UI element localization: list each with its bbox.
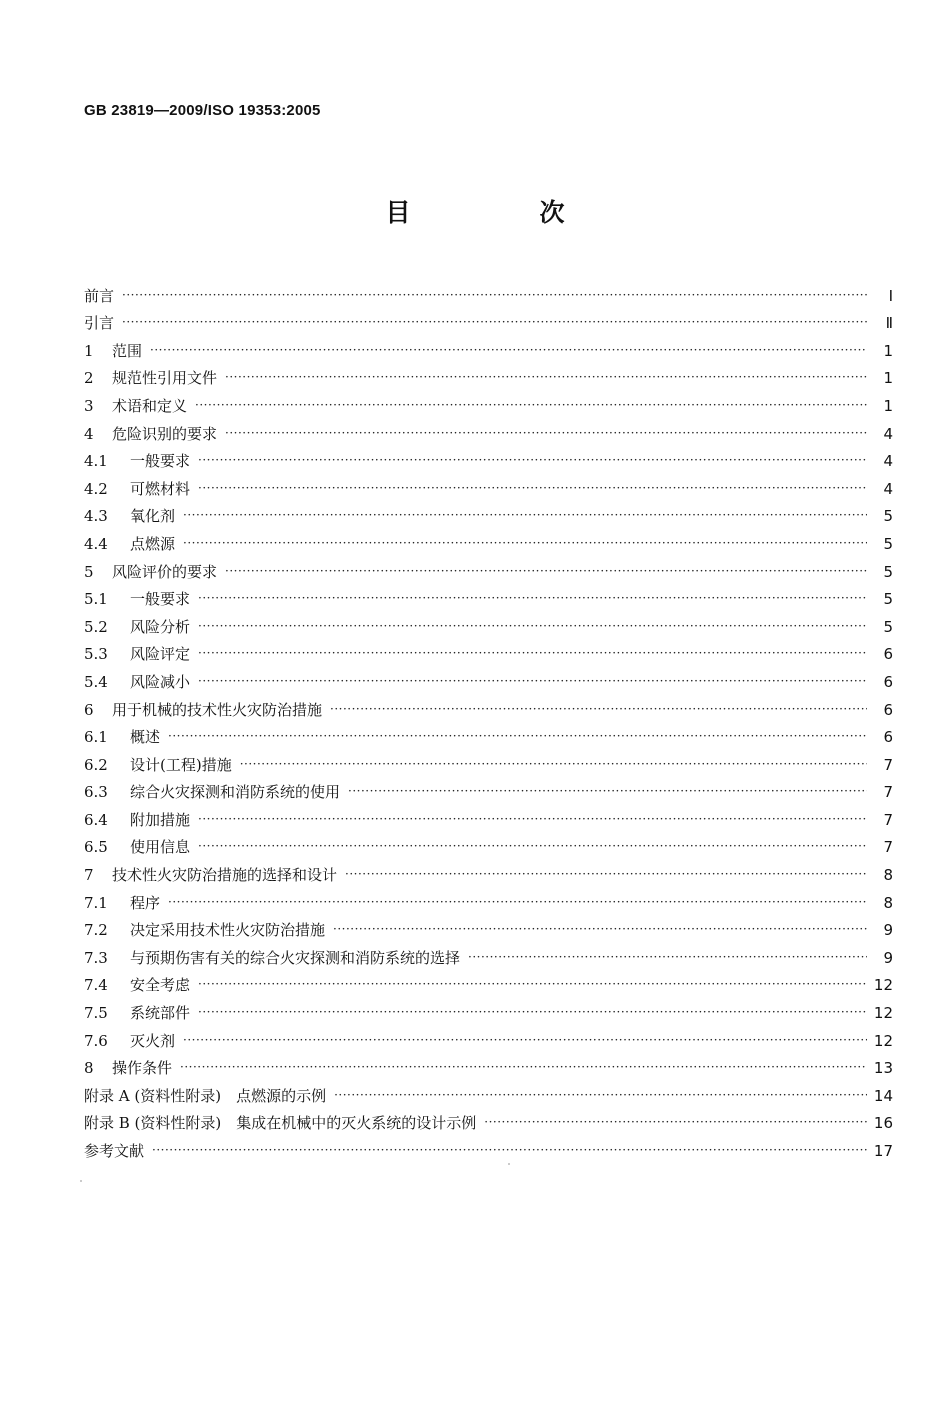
toc-entry-number: 6.3 bbox=[84, 783, 108, 802]
toc-entry-title: 使用信息 bbox=[130, 838, 191, 857]
toc-entry-page: 6 bbox=[883, 728, 893, 747]
toc-entry-title: 风险减小 bbox=[130, 672, 191, 691]
toc-entry[interactable] bbox=[84, 720, 893, 748]
dot-leader bbox=[198, 1003, 867, 1023]
toc-entry[interactable] bbox=[84, 609, 893, 637]
dot-leader bbox=[122, 286, 867, 306]
toc-entry-title: 点燃源 bbox=[130, 534, 176, 553]
toc-entry[interactable] bbox=[84, 637, 893, 665]
toc-entry[interactable] bbox=[84, 940, 893, 968]
toc-entry[interactable] bbox=[84, 664, 893, 692]
toc-entry-number: 5.2 bbox=[84, 617, 108, 636]
scan-speck bbox=[80, 1180, 82, 1182]
toc-entry-title: 规范性引用文件 bbox=[112, 369, 218, 388]
toc-entry-title: 氧化剂 bbox=[130, 507, 176, 526]
dot-leader bbox=[198, 672, 867, 692]
toc-entry[interactable] bbox=[84, 968, 893, 996]
toc-entry-title: 参考文献 bbox=[84, 1142, 145, 1160]
toc-entry-page: 4 bbox=[883, 424, 893, 443]
dot-leader bbox=[183, 534, 867, 554]
toc-entry-title: 用于机械的技术性火灾防治措施 bbox=[112, 700, 323, 719]
dot-leader bbox=[122, 313, 867, 333]
toc-entry-page: 7 bbox=[883, 810, 893, 829]
dot-leader bbox=[198, 975, 867, 995]
toc-entry-page: 4 bbox=[883, 479, 893, 498]
toc-entry-page: 6 bbox=[883, 645, 893, 664]
dot-leader bbox=[183, 506, 867, 526]
toc-entry[interactable] bbox=[84, 306, 893, 334]
toc-entry-title: 风险评定 bbox=[130, 645, 191, 664]
toc-entry-title: 设计(工程)措施 bbox=[130, 755, 232, 774]
toc-entry-number: 4.3 bbox=[84, 507, 108, 526]
toc-entry-title: 可燃材料 bbox=[130, 479, 191, 498]
toc-entry-title: 程序 bbox=[130, 893, 161, 912]
toc-entry-page: 1 bbox=[883, 369, 893, 388]
toc-entry-page: Ⅱ bbox=[885, 314, 893, 333]
dot-leader bbox=[198, 479, 867, 499]
toc-entry[interactable] bbox=[84, 692, 893, 720]
toc-entry[interactable] bbox=[84, 471, 893, 499]
dot-leader bbox=[333, 920, 867, 940]
toc-entry-number: 6.2 bbox=[84, 755, 108, 774]
toc-entry[interactable] bbox=[84, 582, 893, 610]
toc-entry-page: 5 bbox=[883, 562, 893, 581]
toc-entry[interactable] bbox=[84, 278, 893, 306]
toc-entry-page: 5 bbox=[883, 534, 893, 553]
dot-leader bbox=[198, 837, 867, 857]
toc-entry-page: 6 bbox=[883, 672, 893, 691]
dot-leader bbox=[180, 1058, 867, 1078]
toc-entry-title: 安全考虑 bbox=[130, 976, 191, 995]
toc-entry[interactable] bbox=[84, 499, 893, 527]
toc-entry-title: 决定采用技术性火灾防治措施 bbox=[130, 921, 326, 940]
toc-entry-page: 9 bbox=[883, 948, 893, 967]
toc-entry-page: 9 bbox=[883, 921, 893, 940]
toc-entry-title: 灭火剂 bbox=[130, 1031, 176, 1050]
toc-entry[interactable] bbox=[84, 554, 893, 582]
standard-code: GB 23819—2009/ISO 19353:2005 bbox=[84, 102, 321, 119]
toc-entry-page: 5 bbox=[883, 617, 893, 636]
toc-entry-number: 5.1 bbox=[84, 590, 108, 609]
toc-entry[interactable] bbox=[84, 416, 893, 444]
dot-leader bbox=[198, 589, 867, 609]
dot-leader bbox=[198, 810, 867, 830]
toc-entry-title: 一般要求 bbox=[130, 590, 191, 609]
toc-entry-number: 7 bbox=[84, 866, 94, 885]
toc-entry-page: 12 bbox=[873, 1031, 893, 1050]
toc-entry-title: 概述 bbox=[130, 728, 161, 747]
toc-entry-title: 引言 bbox=[84, 314, 115, 333]
toc-entry-number: 6 bbox=[84, 700, 94, 719]
toc-entry-title: 附录 B (资料性附录) 集成在机械中的灭火系统的设计示例 bbox=[84, 1114, 477, 1133]
toc-entry[interactable] bbox=[84, 995, 893, 1023]
toc-entry-title: 范围 bbox=[112, 341, 143, 360]
toc-entry[interactable] bbox=[84, 802, 893, 830]
toc-entry-page: 7 bbox=[883, 755, 893, 774]
dot-leader bbox=[468, 948, 867, 968]
toc-entry[interactable] bbox=[84, 388, 893, 416]
toc-entry-page: 1 bbox=[883, 396, 893, 415]
dot-leader bbox=[195, 396, 867, 416]
toc-entry-number: 7.3 bbox=[84, 948, 108, 967]
toc-entry-number: 4.2 bbox=[84, 479, 108, 498]
toc-entry-page: 12 bbox=[873, 1004, 893, 1023]
toc-entry-page: 8 bbox=[883, 893, 893, 912]
toc-entry-title: 操作条件 bbox=[112, 1059, 173, 1078]
toc-entry-number: 6.5 bbox=[84, 838, 108, 857]
dot-leader bbox=[168, 727, 867, 747]
dot-leader bbox=[152, 1141, 867, 1161]
dot-leader bbox=[150, 341, 867, 361]
toc-entry-number: 7.1 bbox=[84, 893, 108, 912]
toc-entry-number: 5.3 bbox=[84, 645, 108, 664]
toc-entry-page: 6 bbox=[883, 700, 893, 719]
toc-entry-title: 风险分析 bbox=[130, 617, 191, 636]
scan-speck bbox=[508, 1163, 510, 1165]
toc-entry[interactable] bbox=[84, 830, 893, 858]
toc-entry-number: 8 bbox=[84, 1059, 94, 1078]
toc-entry-number: 4 bbox=[84, 424, 94, 443]
dot-leader bbox=[168, 893, 867, 913]
toc-entry-number: 5 bbox=[84, 562, 94, 581]
toc-entry-number: 3 bbox=[84, 396, 94, 415]
toc-entry-title: 技术性火灾防治措施的选择和设计 bbox=[112, 866, 338, 885]
toc-entry-title: 附录 A (资料性附录) 点燃源的示例 bbox=[84, 1086, 327, 1105]
toc-entry-number: 7.2 bbox=[84, 921, 108, 940]
dot-leader bbox=[198, 451, 867, 471]
toc-entry[interactable] bbox=[84, 1106, 893, 1134]
dot-leader bbox=[225, 424, 867, 444]
toc-entry-page: Ⅰ bbox=[888, 286, 893, 305]
toc-entry-title: 综合火灾探测和消防系统的使用 bbox=[130, 783, 341, 802]
table-of-contents bbox=[84, 278, 893, 1161]
toc-entry-number: 1 bbox=[84, 341, 94, 360]
dot-leader bbox=[225, 562, 867, 582]
toc-entry-page: 5 bbox=[883, 590, 893, 609]
toc-entry-number: 2 bbox=[84, 369, 94, 388]
toc-entry-page: 8 bbox=[883, 866, 893, 885]
toc-entry[interactable] bbox=[84, 1023, 893, 1051]
toc-entry-title: 风险评价的要求 bbox=[112, 562, 218, 581]
toc-entry[interactable] bbox=[84, 885, 893, 913]
toc-entry-number: 6.1 bbox=[84, 728, 108, 747]
toc-entry-number: 7.6 bbox=[84, 1031, 108, 1050]
toc-entry[interactable] bbox=[84, 913, 893, 941]
toc-entry-page: 13 bbox=[873, 1059, 893, 1078]
toc-entry-title: 与预期伤害有关的综合火灾探测和消防系统的选择 bbox=[130, 948, 461, 967]
toc-entry-page: 1 bbox=[883, 341, 893, 360]
page-title: 目 次 bbox=[385, 198, 617, 227]
toc-entry-page: 17 bbox=[873, 1142, 893, 1160]
dot-leader bbox=[240, 755, 867, 775]
toc-entry-title: 术语和定义 bbox=[112, 396, 188, 415]
toc-entry-title: 附加措施 bbox=[130, 810, 191, 829]
dot-leader bbox=[198, 617, 867, 637]
toc-entry-page: 5 bbox=[883, 507, 893, 526]
toc-entry-number: 7.5 bbox=[84, 1004, 108, 1023]
toc-entry-page: 14 bbox=[873, 1086, 893, 1105]
toc-entry[interactable] bbox=[84, 361, 893, 389]
toc-entry[interactable] bbox=[84, 526, 893, 554]
dot-leader bbox=[334, 1086, 867, 1106]
toc-entry-page: 7 bbox=[883, 838, 893, 857]
toc-entry-title: 前言 bbox=[84, 286, 115, 305]
toc-entry-number: 4.1 bbox=[84, 452, 108, 471]
dot-leader bbox=[345, 865, 867, 885]
toc-entry-number: 4.4 bbox=[84, 534, 108, 553]
dot-leader bbox=[484, 1113, 867, 1133]
toc-entry[interactable] bbox=[84, 444, 893, 472]
toc-entry-page: 7 bbox=[883, 783, 893, 802]
toc-entry-number: 5.4 bbox=[84, 672, 108, 691]
toc-entry-number: 6.4 bbox=[84, 810, 108, 829]
toc-entry[interactable] bbox=[84, 857, 893, 885]
dot-leader bbox=[225, 368, 867, 388]
toc-entry[interactable] bbox=[84, 333, 893, 361]
dot-leader bbox=[198, 644, 867, 664]
dot-leader bbox=[183, 1031, 867, 1051]
toc-entry-page: 4 bbox=[883, 452, 893, 471]
toc-entry-number: 7.4 bbox=[84, 976, 108, 995]
toc-entry[interactable] bbox=[84, 1078, 893, 1106]
toc-entry[interactable] bbox=[84, 1133, 893, 1161]
toc-entry-title: 危险识别的要求 bbox=[112, 424, 218, 443]
dot-leader bbox=[348, 782, 867, 802]
toc-entry-page: 16 bbox=[873, 1114, 893, 1133]
toc-entry[interactable] bbox=[84, 1051, 893, 1079]
toc-entry-page: 12 bbox=[873, 976, 893, 995]
toc-entry[interactable] bbox=[84, 775, 893, 803]
toc-entry-title: 系统部件 bbox=[130, 1004, 191, 1023]
toc-entry-title: 一般要求 bbox=[130, 452, 191, 471]
dot-leader bbox=[330, 700, 867, 720]
toc-entry[interactable] bbox=[84, 747, 893, 775]
